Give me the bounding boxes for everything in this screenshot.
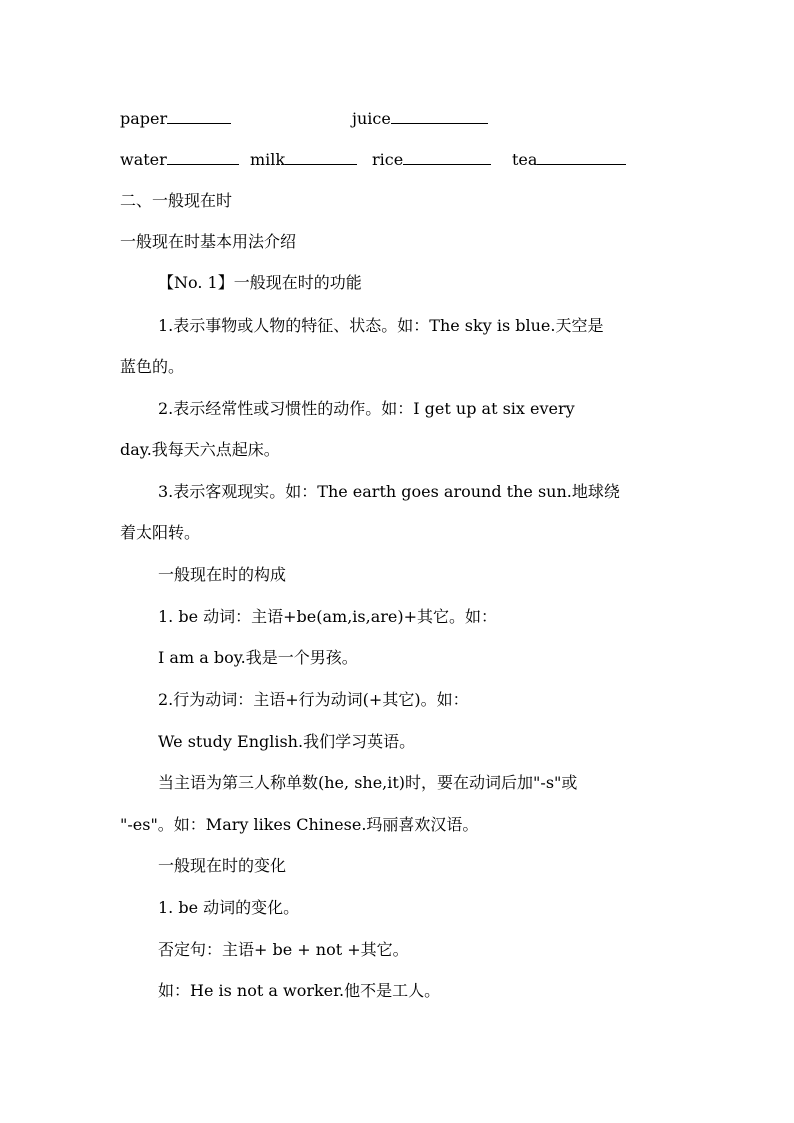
vocab-word-juice: juice [352,109,391,128]
section-heading: 二、一般现在时 [120,191,233,210]
function-3-line-1: 3.表示客观现实。如：The earth goes around the sun.地球绕 [158,482,620,501]
function-1-line-1: 1.表示事物或人物的特征、状态。如：The sky is blue.天空是 [158,316,604,335]
changes-heading: 一般现在时的变化 [158,856,287,875]
vocab-word-rice: rice [372,150,404,169]
no1-heading: 【No. 1】一般现在时的功能 [158,273,362,292]
third-person-rule-line-1: 当主语为第三人称单数(he, she,it)时，要在动词后加"-s"或 [158,773,578,792]
answer-blank-milk[interactable] [285,150,357,165]
be-verb-rule: 1. be 动词：主语+be(am,is,are)+其它。如： [158,607,498,626]
function-3-line-2: 着太阳转。 [120,523,201,542]
negative-sentence-rule: 否定句：主语+ be + not +其它。 [158,940,409,959]
vocab-row-1 [120,108,231,130]
action-verb-rule: 2.行为动词：主语+行为动词(+其它)。如： [158,690,469,709]
vocab-word-milk: milk [250,150,286,169]
be-verb-example: I am a boy.我是一个男孩。 [158,648,358,667]
vocab-row-2-milk [250,149,357,171]
vocab-row-2-water [120,149,239,171]
vocab-word-water: water [120,150,167,169]
answer-blank-juice[interactable] [391,109,488,124]
vocab-word-tea: tea [512,150,538,169]
third-person-rule-line-2: "-es"。如：Mary likes Chinese.玛丽喜欢汉语。 [120,815,479,834]
function-1-line-2: 蓝色的。 [120,357,185,376]
negative-sentence-example: 如：He is not a worker.他不是工人。 [158,981,441,1000]
vocab-word-paper: paper [120,109,168,128]
answer-blank-paper[interactable] [167,109,231,124]
vocab-row-2-tea [512,149,626,171]
function-2-line-1: 2.表示经常性或习惯性的动作。如：I get up at six every [158,399,575,418]
be-verb-change: 1. be 动词的变化。 [158,898,300,917]
construction-heading: 一般现在时的构成 [158,565,287,584]
answer-blank-water[interactable] [167,150,239,165]
answer-blank-rice[interactable] [403,150,491,165]
intro-heading: 一般现在时基本用法介绍 [120,232,297,251]
action-verb-example: We study English.我们学习英语。 [158,732,416,751]
answer-blank-tea[interactable] [537,150,626,165]
function-2-line-2: day.我每天六点起床。 [120,440,280,459]
vocab-row-1-juice [352,108,488,130]
vocab-row-2-rice [372,149,491,171]
